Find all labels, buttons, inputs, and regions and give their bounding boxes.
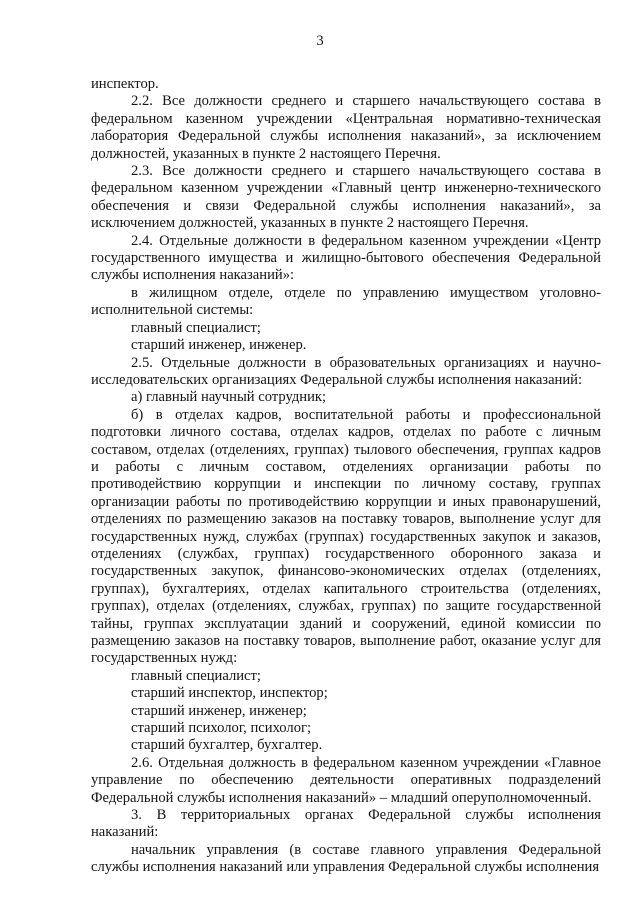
paragraph: старший психолог, психолог; <box>131 720 312 737</box>
paragraph: старший инженер, инженер; <box>131 702 307 719</box>
paragraph: 2.6. Отдельная должность в федеральном казенном учреждении «Главное управление по обеспечению деятельности оперативных подразделений Федеральной службы исполнения наказаний» – младший оперуполномоченный. <box>91 754 601 806</box>
paragraph: старший бухгалтер, бухгалтер. <box>131 737 323 754</box>
paragraph: начальник управления (в составе главного управления Федеральной службы исполнения наказаний или управления Федеральной службы исполнения <box>91 841 601 876</box>
page-number: 3 <box>316 33 324 49</box>
paragraph: 2.2. Все должности среднего и старшего начальствующего состава в федеральном казенном учреждении «Центральная нормативно-техническая лаборатория Федеральной службы исполнения наказаний», за исключением должностей, указанных в пункте 2 настоящего Перечня. <box>91 93 601 162</box>
paragraph: в жилищном отделе, отделе по управлению имуществом уголовно-исполнительной системы: <box>91 284 601 319</box>
paragraph: главный специалист; <box>131 667 261 684</box>
paragraph: 2.3. Все должности среднего и старшего начальствующего состава в федеральном казенном учреждении «Главный центр инженерно-технического обеспечения и связи Федеральной службы исполнения наказаний», за исключением должностей, указанных в пункте 2 настоящего Перечня. <box>91 163 601 232</box>
paragraph: старший инженер, инженер. <box>131 337 307 354</box>
paragraph: а) главный научный сотрудник; <box>131 389 327 406</box>
paragraph: 2.5. Отдельные должности в образовательных организациях и научно-исследовательских организациях Федеральной службы исполнения наказаний: <box>91 354 601 388</box>
paragraph: инспектор. <box>91 76 159 92</box>
paragraph: б) в отделах кадров, воспитательной работы и профессиональной подготовки личного состава, отделах кадров, отделах по работе с личным составом, отделах (отделениях, группах) тылового обеспечения, группах кадров и работы с личным составом, отделениях организации работы по противодействию коррупции и инспекции по личному составу, группах организации работы по противодействию коррупции и иных правонарушений, отделениях по размещению заказов на поставку товаров, выполнение услуг для государственных нужд, службах (группах) государственных закупок и заказов, отделениях (службах, группах) государственного оборонного заказа и государственных закупок, финансово-экономических отделах (отделениях, группах), бухгалтериях, отделах капитального строительства (отделениях, группах), отделах (отделениях, службах, группах) по защите государственной тайны, группах эксплуатации зданий и сооружений, единой комиссии по размещению заказов на поставку товаров, выполнение работ, оказание услуг для государственных нужд: <box>91 406 601 667</box>
paragraph: 2.4. Отдельные должности в федеральном казенном учреждении «Центр государственного имущества и жилищно-бытового обеспечения Федеральной службы исполнения наказаний»: <box>91 232 601 284</box>
paragraph: главный специалист; <box>131 319 261 336</box>
document-body <box>91 76 601 877</box>
paragraph: старший инспектор, инспектор; <box>131 685 328 702</box>
paragraph: 3. В территориальных органах Федеральной службы исполнения наказаний: <box>91 807 601 841</box>
